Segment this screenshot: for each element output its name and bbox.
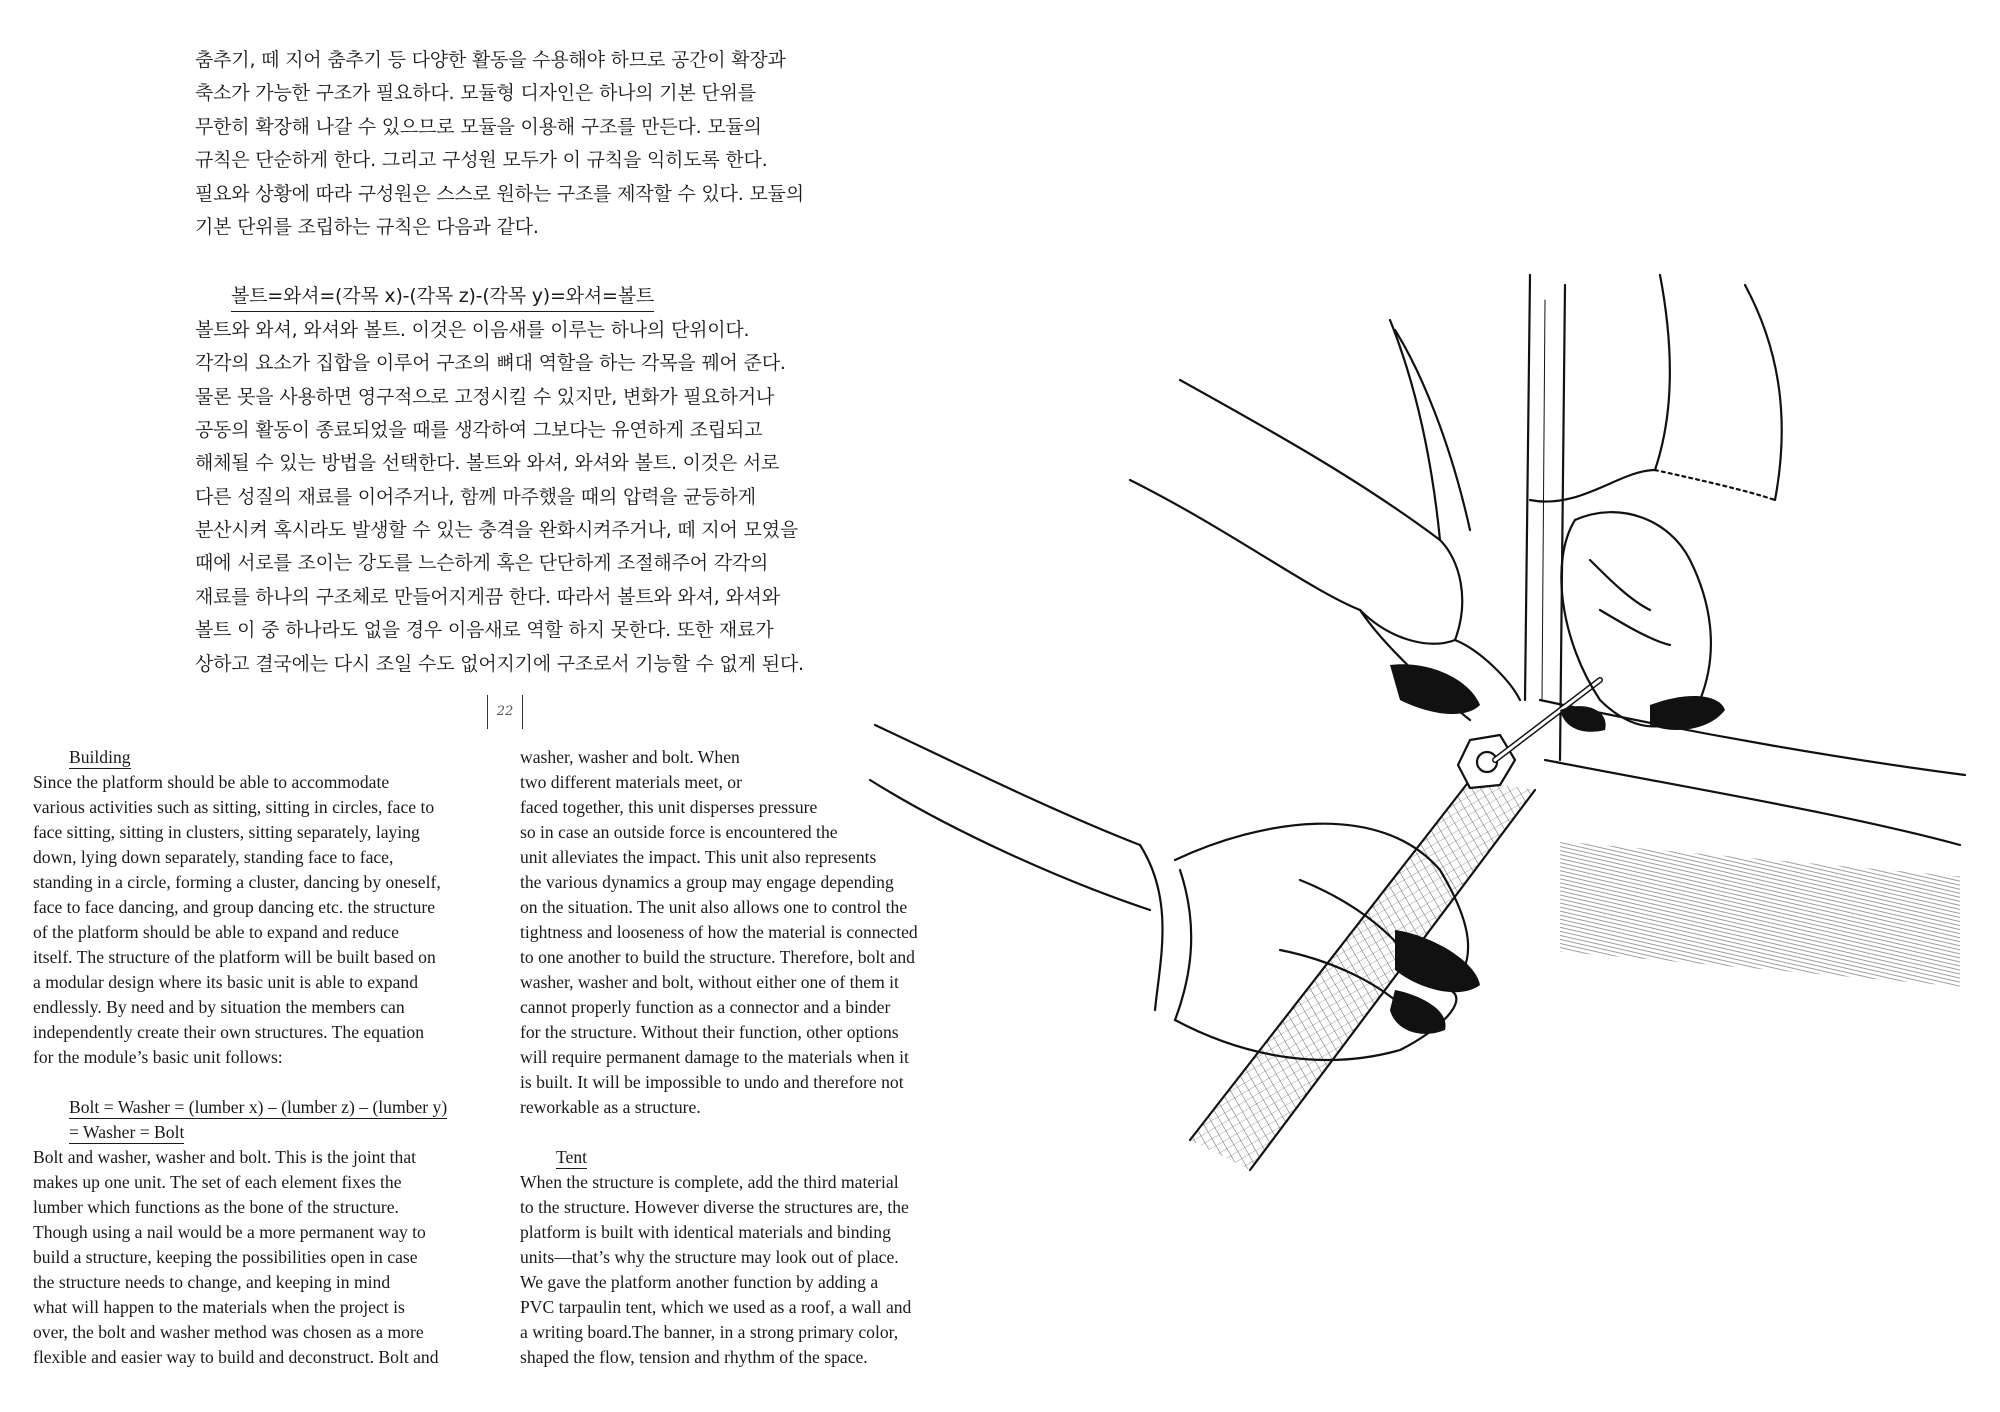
english-line: independently create their own structures. The equation [33,1022,424,1042]
english-line: endlessly. By need and by situation the members can [33,997,405,1017]
korean-line: 각각의 요소가 집합을 이루어 구조의 뼈대 역할을 하는 각목을 꿰어 준다. [195,352,786,375]
section-heading-building: Building [69,747,131,767]
english-line: will require permanent damage to the materials when it [520,1047,909,1067]
korean-line: 필요와 상황에 따라 구성원은 스스로 원하는 구조를 제작할 수 있다. 모듈의 [195,182,804,205]
english-line: on the situation. The unit also allows one to control the [520,897,908,917]
english-line: over, the bolt and washer method was chosen as a more [33,1322,424,1342]
english-line: platform is built with identical materials and binding [520,1222,891,1242]
english-line: faced together, this unit disperses pressure [520,797,818,817]
english-line: the structure needs to change, and keeping in mind [33,1272,391,1292]
hands-assembling-lumber-joint-illustration [860,270,1980,1180]
korean-line: 때에 서로를 조이는 강도를 느슨하게 혹은 단단하게 조절해주어 각각의 [195,552,769,575]
korean-line: 분산시켜 혹시라도 발생할 수 있는 충격을 완화시켜주거나, 떼 지어 모였을 [195,519,799,542]
page-number: 22 [487,695,523,729]
english-line: When the structure is complete, add the third material [520,1172,899,1192]
korean-line: 기본 단위를 조립하는 규칙은 다음과 같다. [195,215,539,238]
english-line: standing in a circle, forming a cluster, dancing by oneself, [33,872,441,892]
korean-line: 해체될 수 있는 방법을 선택한다. 볼트와 와셔, 와셔와 볼트. 이것은 서로 [195,452,780,475]
english-line: Though using a nail would be a more permanent way to [33,1222,426,1242]
english-line: is built. It will be impossible to undo and therefore not [520,1072,904,1092]
section-heading-tent: Tent [556,1147,588,1167]
korean-line: 볼트와 와셔, 와셔와 볼트. 이것은 이음새를 이루는 하나의 단위이다. [195,318,750,341]
english-line: reworkable as a structure. [520,1097,701,1117]
english-line: Since the platform should be able to accommodate [33,772,390,792]
english-line: what will happen to the materials when the project is [33,1297,405,1317]
korean-line: 규칙은 단순하게 한다. 그리고 구성원 모두가 이 규칙을 익히도록 한다. [195,149,768,172]
korean-paragraph-1 [195,44,875,244]
korean-line: 재료를 하나의 구조체로 만들어지게끔 한다. 따라서 볼트와 와셔, 와셔와 [195,585,780,608]
english-line: face sitting, sitting in clusters, sitting separately, laying [33,822,420,842]
korean-line: 춤추기, 떼 지어 춤추기 등 다양한 활동을 수용해야 하므로 공간이 확장과 [195,49,786,71]
english-line: the various dynamics a group may engage depending [520,872,894,892]
equation-row [33,1095,493,1120]
english-equation-line-2: = Washer = Bolt [69,1122,185,1142]
english-line: Bolt and washer, washer and bolt. This is the joint that [33,1147,417,1167]
korean-line: 다른 성질의 재료를 이어주거나, 함께 마주했을 때의 압력을 균등하게 [195,485,756,508]
english-line: to one another to build the structure. Therefore, bolt and [520,947,915,967]
english-equation-line-1: Bolt = Washer = (lumber x) – (lumber z) – (lumber y) [69,1097,448,1117]
english-line: We gave the platform another function by adding a [520,1272,879,1292]
english-line: washer, washer and bolt, without either one of them it [520,972,899,992]
korean-line: 공동의 활동이 종료되었을 때를 생각하여 그보다는 유연하게 조립되고 [195,418,763,441]
korean-line: 물론 못을 사용하면 영구적으로 고정시킬 수 있지만, 변화가 필요하거나 [195,385,775,408]
english-line: a writing board.The banner, in a strong primary color, [520,1322,899,1342]
english-line: washer, washer and bolt. When [520,747,740,767]
english-line: a modular design where its basic unit is able to expand [33,972,419,992]
english-paragraph [33,1145,493,1370]
korean-paragraph-2 [195,314,875,681]
english-line: itself. The structure of the platform will be built based on [33,947,436,967]
english-line: makes up one unit. The set of each element fixes the [33,1172,402,1192]
english-line: two different materials meet, or [520,772,742,792]
english-line: for the structure. Without their function, other options [520,1022,899,1042]
english-line: so in case an outside force is encountered the [520,822,838,842]
english-line: down, lying down separately, standing face to face, [33,847,394,867]
equation-row [33,1120,493,1145]
english-line: build a structure, keeping the possibilities open in case [33,1247,418,1267]
english-line: PVC tarpaulin tent, which we used as a roof, a wall and [520,1297,912,1317]
english-line: cannot properly function as a connector and a binder [520,997,891,1017]
english-line: for the module’s basic unit follows: [33,1047,283,1067]
korean-line: 무한히 확장해 나갈 수 있으므로 모듈을 이용해 구조를 만든다. 모듈의 [195,115,762,138]
english-line: units—that’s why the structure may look out of place. [520,1247,899,1267]
english-line: to the structure. However diverse the structures are, the [520,1197,909,1217]
english-line: face to face dancing, and group dancing etc. the structure [33,897,436,917]
korean-line: 볼트 이 중 하나라도 없을 경우 이음새로 역할 하지 못한다. 또한 재료가 [195,619,774,642]
korean-line: 상하고 결국에는 다시 조일 수도 없어지기에 구조로서 기능할 수 없게 된다. [195,652,804,675]
english-paragraph [520,1170,990,1370]
heading-row [33,745,493,770]
english-line: various activities such as sitting, sitting in circles, face to [33,797,435,817]
english-line: flexible and easier way to build and deconstruct. Bolt and [33,1347,439,1367]
paragraph-gap [33,1070,493,1095]
english-line: unit alleviates the impact. This unit also represents [520,847,877,867]
english-line: of the platform should be able to expand and reduce [33,922,399,942]
english-line: tightness and looseness of how the material is connected [520,922,918,942]
korean-equation-row [195,280,875,313]
english-left-column [33,745,493,1370]
korean-text-block [195,44,875,681]
korean-equation: 볼트=와셔=(각목 x)-(각목 z)-(각목 y)=와셔=볼트 [231,282,654,312]
korean-line: 축소가 가능한 구조가 필요하다. 모듈형 디자인은 하나의 기본 단위를 [195,82,756,105]
english-line: shaped the flow, tension and rhythm of the space. [520,1347,868,1367]
english-line: lumber which functions as the bone of the structure. [33,1197,399,1217]
paragraph-gap [195,244,875,280]
english-paragraph [33,770,493,1070]
